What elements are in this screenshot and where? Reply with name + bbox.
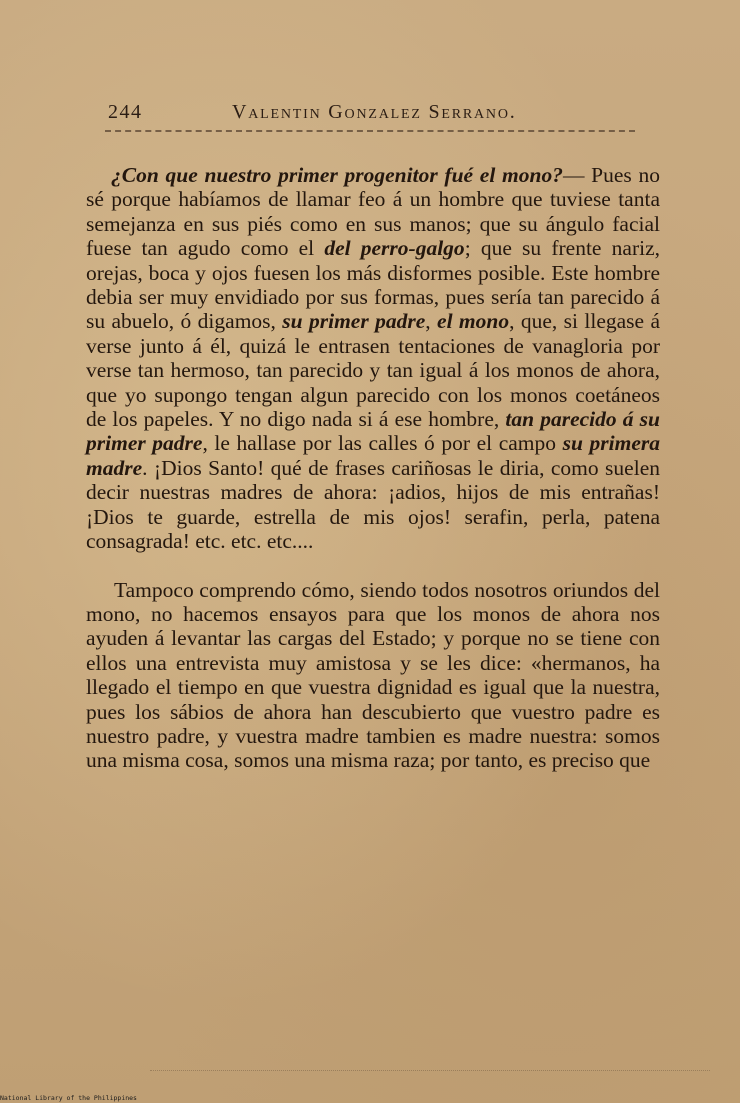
paragraph-1: [86, 163, 660, 554]
text-italic: el mono: [437, 309, 510, 334]
library-credit: National Library of the Philippines: [0, 1094, 137, 1102]
text-run: ; que su frente nariz, orejas, boca y ojos fuesen los más disformes posible. Este hombre debia ser muy envidiado por sus formas, pues sería tan parecido á su abuelo, ó digamos,: [86, 236, 660, 334]
text-run: , que, si llegase á verse junto á él, quizá le entrasen tentaciones de vanagloria por verse tan hermoso, tan parecido y tan igual á los monos de ahora, que yo supongo tengan algun parecido con los monos coetáneos de los papeles. Y no digo nada si á ese hombre,: [86, 309, 660, 432]
running-head: [108, 101, 638, 127]
text-italic: su primera madre: [86, 431, 660, 480]
body-text: [86, 163, 660, 773]
header-rule: [105, 130, 635, 132]
paragraph-2: [86, 578, 660, 773]
text-run: ,: [425, 309, 438, 334]
text-run: , le hallase por las calles ó por el campo: [202, 431, 563, 456]
running-title: Valentin Gonzalez Serrano.: [232, 101, 517, 123]
page-smudge: [150, 1070, 710, 1085]
page-number: 244: [108, 101, 143, 123]
text-italic: ¿Con que nuestro primer progenitor fué el mono?: [111, 163, 563, 187]
text-italic: del perro-galgo: [324, 236, 465, 261]
text-italic: tan parecido á su primer padre: [86, 407, 660, 456]
text-run: . ¡Dios Santo! qué de frases cariñosas le diria, como suelen decir nuestras madres de ahora: ¡adios, hijos de mis entrañas! ¡Dios te guarde, estrella de mis ojos! serafin, perla, patena consagrada! etc. etc. etc....: [86, 455, 660, 554]
text-italic: su primer padre: [282, 309, 426, 334]
text-run: — Pues no sé porque habíamos de llamar feo á un hombre que tuviese tanta semejanza en sus piés como en sus manos; que su ángulo facial fuese tan agudo como el: [86, 163, 660, 261]
text-run: Tampoco comprendo cómo, siendo todos nosotros oriundos del mono, no hacemos ensayos para que los monos de ahora nos ayuden á levantar las cargas del Estado; y porque no se tiene con ellos una entrevista muy amistosa y se les dice: «hermanos, ha llegado el tiempo en que vuestra dignidad es igual que la nuestra, pues los sábios de ahora han descubierto que vuestro padre es nuestro padre, y vuestra madre tambien es madre nuestra: somos una misma cosa, somos una misma raza; por tanto, es preciso que: [86, 577, 660, 773]
